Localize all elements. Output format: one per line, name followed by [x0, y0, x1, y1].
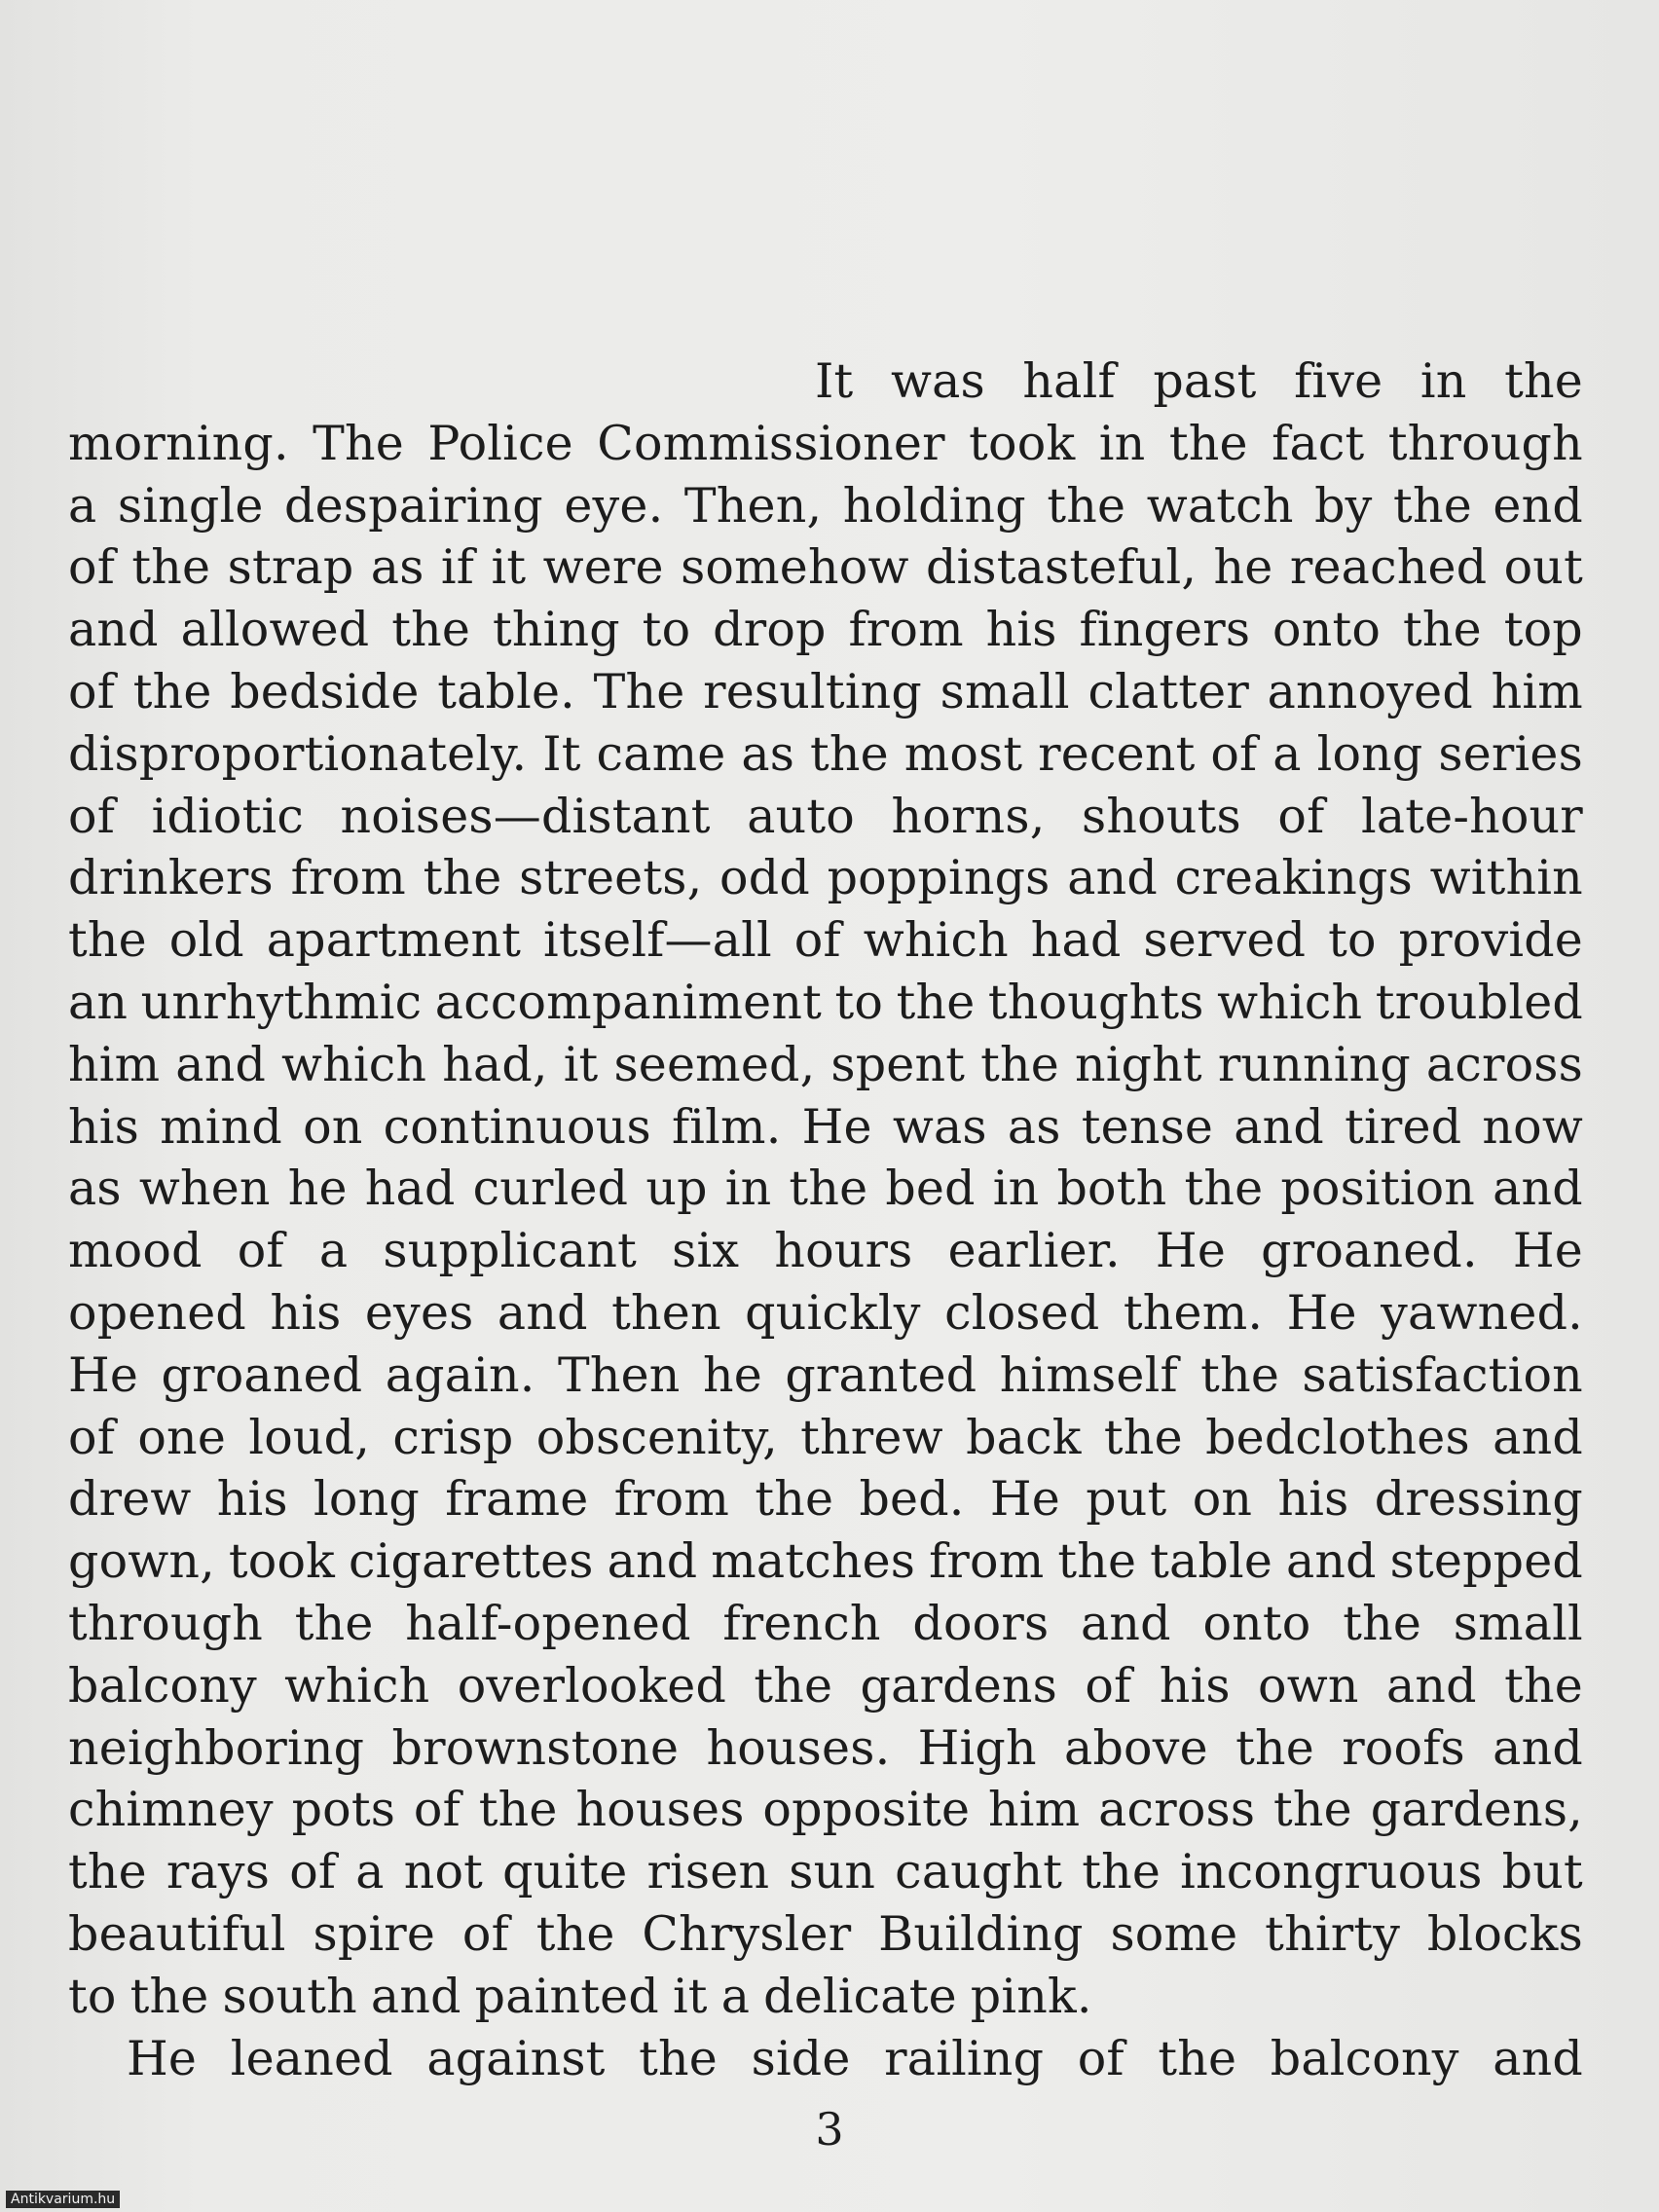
text-line: an unrhythmic accompaniment to the thoughts which troubled [68, 974, 1583, 1030]
text-line: chimney pots of the houses opposite him across the gardens, [68, 1782, 1583, 1838]
text-line: drinkers from the streets, odd poppings and creakings within [68, 850, 1583, 906]
text-line: him and which had, it seemed, spent the night running across [68, 1036, 1583, 1092]
text-line: morning. The Police Commissioner took in the fact through [68, 415, 1583, 471]
text-line: mood of a supplicant six hours earlier. He groaned. He [68, 1223, 1583, 1279]
text-line: balcony which overlooked the gardens of his own and the [68, 1657, 1583, 1714]
text-line: of idiotic noises—distant auto horns, shouts of late-hour [68, 788, 1583, 844]
text-line: his mind on continuous film. He was as tense and tired now [68, 1098, 1583, 1155]
text-line: drew his long frame from the bed. He put on his dressing [68, 1471, 1583, 1528]
text-line: disproportionately. It came as the most recent of a long series [68, 725, 1583, 782]
text-line: a single despairing eye. Then, holding the watch by the end [68, 477, 1583, 534]
text-line: neighboring brownstone houses. High above the roofs and [68, 1719, 1583, 1776]
text-line: as when he had curled up in the bed in both the position and [68, 1161, 1583, 1217]
text-line: the old apartment itself—all of which had served to provide [68, 912, 1583, 969]
page-number: 3 [815, 2103, 844, 2156]
text-line: He leaned against the side railing of the balcony and [127, 2030, 1583, 2086]
body-text [68, 350, 1583, 2089]
text-line: gown, took cigarettes and matches from the table and stepped [68, 1533, 1583, 1590]
text-line: He groaned again. Then he granted himself the satisfaction [68, 1346, 1583, 1403]
text-line: of the bedside table. The resulting small clatter annoyed him [68, 663, 1583, 719]
watermark-label: Antikvarium.hu [6, 2191, 120, 2208]
text-line: to the south and painted it a delicate pink. [68, 1968, 1092, 2024]
text-line: It was half past five in the [815, 353, 1583, 409]
text-line: through the half-opened french doors and onto the small [68, 1595, 1583, 1651]
text-line: of one loud, crisp obscenity, threw back the bedclothes and [68, 1409, 1583, 1465]
text-line: opened his eyes and then quickly closed them. He yawned. [68, 1284, 1583, 1341]
text-line: and allowed the thing to drop from his fingers onto the top [68, 602, 1583, 658]
text-line: the rays of a not quite risen sun caught the incongruous but [68, 1844, 1583, 1900]
text-line: beautiful spire of the Chrysler Building some thirty blocks [68, 1905, 1583, 1962]
text-line: of the strap as if it were somehow distasteful, he reached out [68, 539, 1583, 596]
